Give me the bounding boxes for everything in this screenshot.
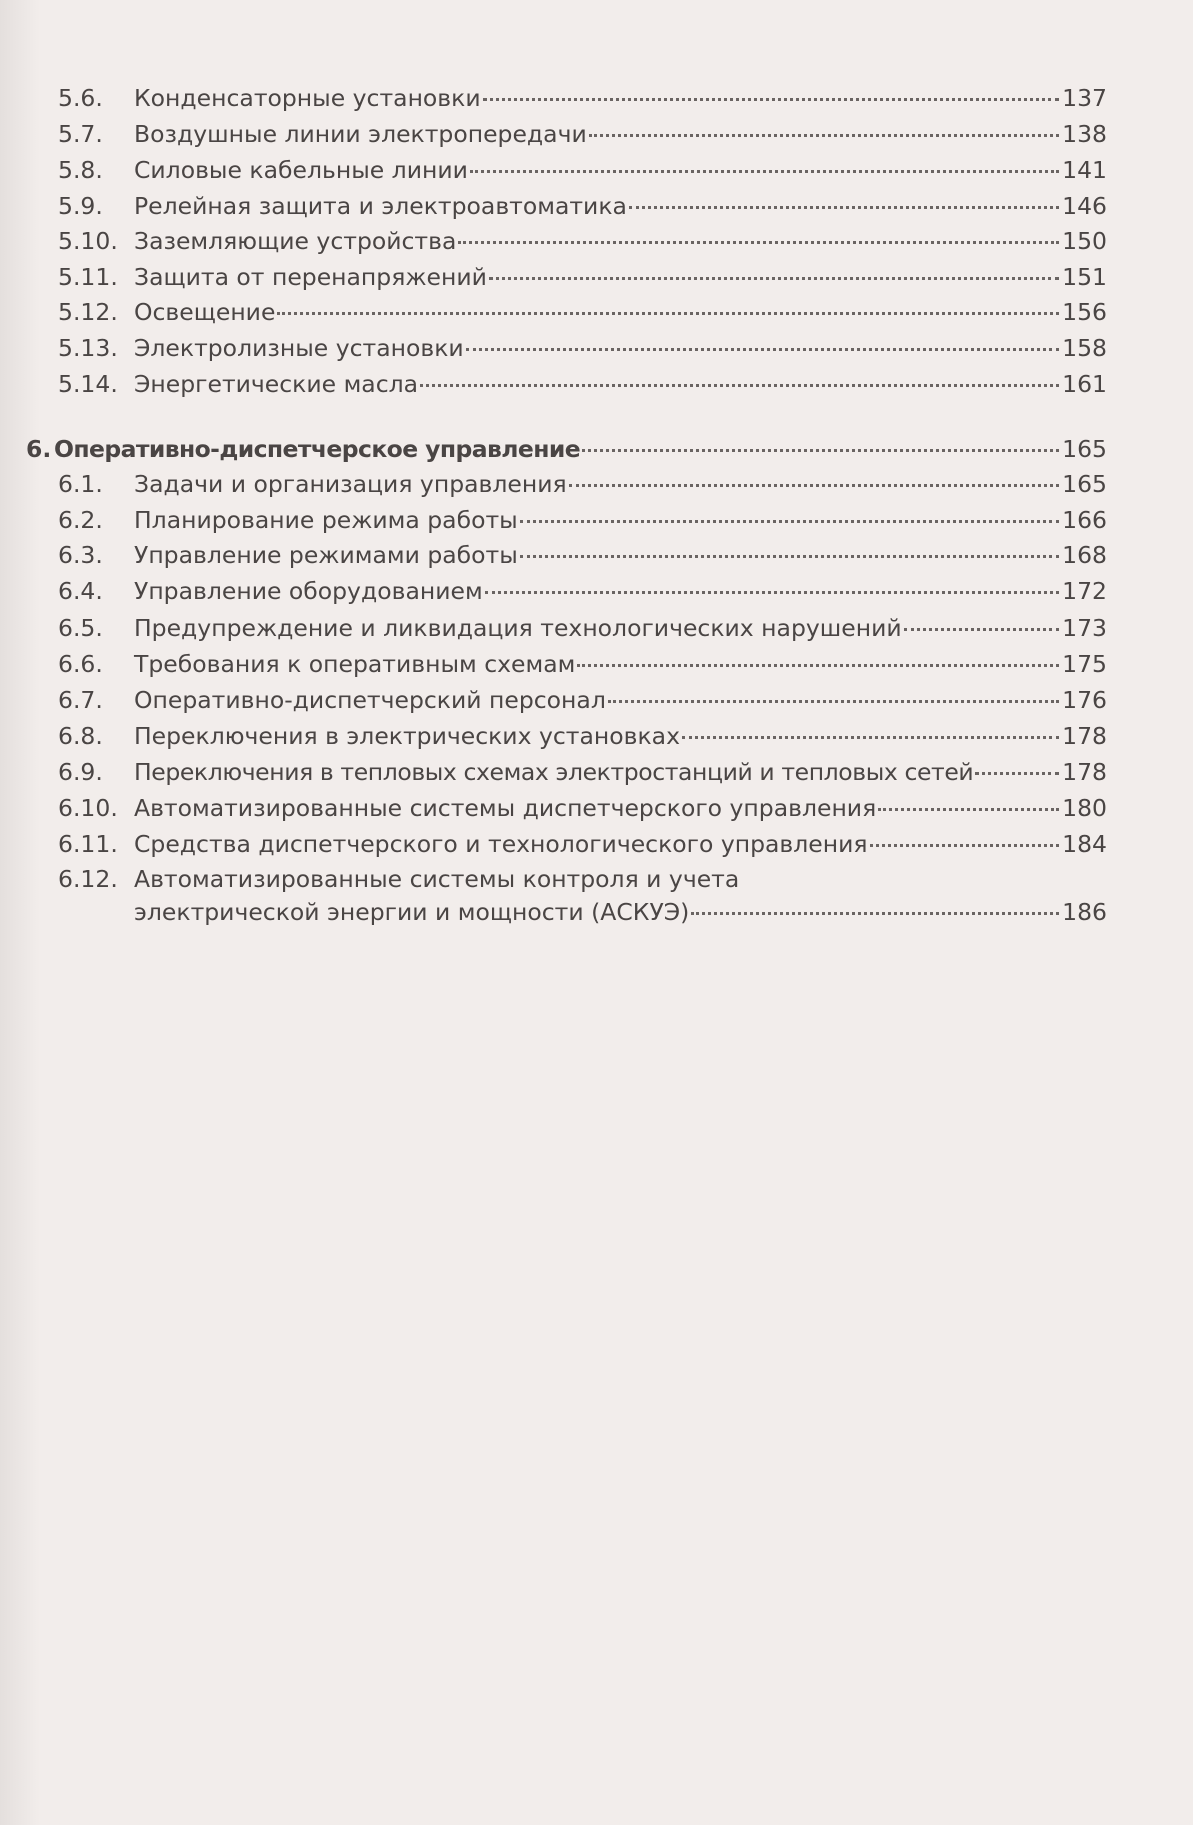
entry-title: Конденсаторные установки bbox=[134, 84, 481, 112]
dot-leader bbox=[870, 844, 1059, 847]
entry-title: Автоматизированные системы диспетчерского управления bbox=[134, 794, 877, 822]
entry-title: Релейная защита и электроавтоматика bbox=[134, 192, 627, 220]
dot-leader bbox=[470, 170, 1059, 173]
entry-number: 6.12. bbox=[58, 865, 118, 893]
entry-page: 156 bbox=[1062, 298, 1107, 326]
entry-page: 178 bbox=[1062, 722, 1107, 750]
entry-number: 6.2. bbox=[58, 506, 103, 534]
entry-number: 5.6. bbox=[58, 84, 103, 112]
entry-title: Заземляющие устройства bbox=[134, 227, 457, 255]
dot-leader bbox=[466, 348, 1059, 351]
entry-number: 6.4. bbox=[58, 577, 103, 605]
entry-page: 180 bbox=[1062, 794, 1107, 822]
dot-leader bbox=[975, 772, 1059, 775]
entry-page: 186 bbox=[1062, 898, 1107, 926]
entry-number: 6.6. bbox=[58, 650, 103, 678]
entry-page: 176 bbox=[1062, 686, 1107, 714]
entry-page: 150 bbox=[1062, 227, 1107, 255]
entry-title: Управление режимами работы bbox=[134, 541, 518, 569]
dot-leader bbox=[485, 591, 1059, 594]
entry-title: Энергетические масла bbox=[134, 370, 419, 398]
dot-leader bbox=[878, 808, 1059, 811]
entry-page: 161 bbox=[1062, 370, 1107, 398]
dot-leader bbox=[629, 206, 1059, 209]
dot-leader bbox=[608, 700, 1059, 703]
entry-title: Оперативно-диспетчерский персонал bbox=[134, 686, 606, 714]
entry-page: 175 bbox=[1062, 650, 1107, 678]
entry-number: 6.3. bbox=[58, 541, 103, 569]
dot-leader bbox=[420, 384, 1059, 387]
entry-number: 5.12. bbox=[58, 298, 118, 326]
dot-leader bbox=[483, 98, 1059, 101]
chapter-title: Оперативно-диспетчерское управление bbox=[54, 435, 581, 463]
entry-page: 165 bbox=[1062, 470, 1107, 498]
entry-number: 6.1. bbox=[58, 470, 103, 498]
dot-leader bbox=[682, 736, 1059, 739]
entry-number: 5.8. bbox=[58, 156, 103, 184]
entry-number: 6.5. bbox=[58, 614, 103, 642]
entry-page: 178 bbox=[1062, 758, 1107, 786]
entry-title: Электролизные установки bbox=[134, 334, 464, 362]
dot-leader bbox=[589, 134, 1059, 137]
entry-title: электрической энергии и мощности (АСКУЭ) bbox=[134, 898, 690, 926]
entry-title: Переключения в электрических установках bbox=[134, 722, 680, 750]
chapter-number: 6. bbox=[26, 435, 52, 463]
entry-page: 168 bbox=[1062, 541, 1107, 569]
dot-leader bbox=[582, 449, 1059, 452]
toc-entry-6-12[interactable] bbox=[0, 865, 1193, 933]
entry-title: Управление оборудованием bbox=[134, 577, 483, 605]
dot-leader bbox=[904, 628, 1059, 631]
entry-title: Воздушные линии электропередачи bbox=[134, 120, 587, 148]
entry-page: 184 bbox=[1062, 830, 1107, 858]
entry-number: 6.7. bbox=[58, 686, 103, 714]
dot-leader bbox=[520, 555, 1059, 558]
entry-page: 165 bbox=[1062, 435, 1107, 463]
entry-title: Задачи и организация управления bbox=[134, 470, 567, 498]
entry-number: 5.10. bbox=[58, 227, 118, 255]
entry-page: 138 bbox=[1062, 120, 1107, 148]
dot-leader bbox=[577, 664, 1059, 667]
entry-page: 146 bbox=[1062, 192, 1107, 220]
entry-title: Защита от перенапряжений bbox=[134, 263, 487, 291]
entry-title: Средства диспетчерского и технологического управления bbox=[134, 830, 868, 858]
dot-leader bbox=[458, 241, 1059, 244]
dot-leader bbox=[691, 912, 1059, 915]
entry-number: 5.9. bbox=[58, 192, 103, 220]
entry-number: 5.11. bbox=[58, 263, 118, 291]
entry-title: Предупреждение и ликвидация технологических нарушений bbox=[134, 614, 902, 642]
entry-number: 6.10. bbox=[58, 794, 118, 822]
entry-page: 158 bbox=[1062, 334, 1107, 362]
entry-page: 166 bbox=[1062, 506, 1107, 534]
dot-leader bbox=[569, 484, 1059, 487]
entry-page: 141 bbox=[1062, 156, 1107, 184]
dot-leader bbox=[277, 312, 1059, 315]
entry-title: Планирование режима работы bbox=[134, 506, 518, 534]
entry-number: 6.8. bbox=[58, 722, 103, 750]
toc-entry-6-4[interactable] bbox=[0, 570, 1193, 612]
entry-number: 5.13. bbox=[58, 334, 118, 362]
entry-page: 151 bbox=[1062, 263, 1107, 291]
entry-page: 173 bbox=[1062, 614, 1107, 642]
entry-number: 5.7. bbox=[58, 120, 103, 148]
entry-title: Переключения в тепловых схемах электростанций и тепловых сетей bbox=[134, 758, 974, 786]
entry-number: 6.9. bbox=[58, 758, 103, 786]
entry-title: Силовые кабельные линии bbox=[134, 156, 468, 184]
entry-page: 172 bbox=[1062, 577, 1107, 605]
entry-number: 6.11. bbox=[58, 830, 118, 858]
entry-title: Освещение bbox=[134, 298, 276, 326]
entry-number: 5.14. bbox=[58, 370, 118, 398]
entry-title: Требования к оперативным схемам bbox=[134, 650, 576, 678]
dot-leader bbox=[520, 520, 1059, 523]
entry-title-line1: Автоматизированные системы контроля и учета bbox=[134, 865, 740, 893]
toc-entry-5-14[interactable] bbox=[0, 363, 1193, 405]
entry-page: 137 bbox=[1062, 84, 1107, 112]
dot-leader bbox=[489, 277, 1059, 280]
